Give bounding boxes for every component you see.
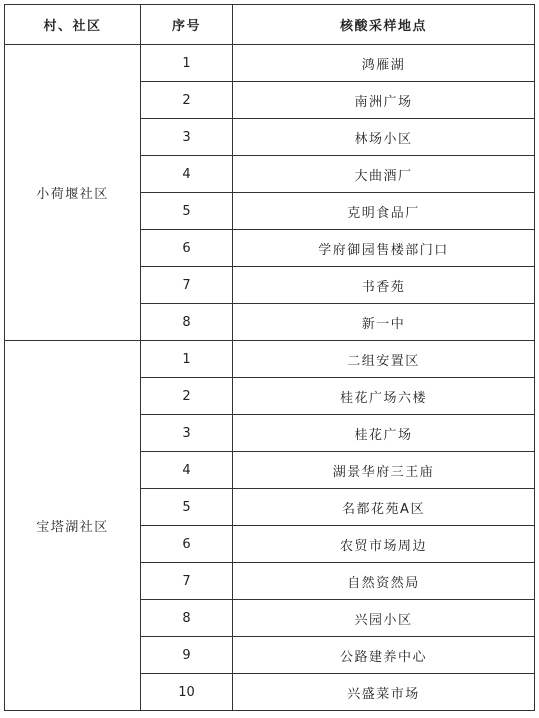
row-number: 8 [141,600,233,637]
site-name: 大曲酒厂 [233,156,535,193]
site-name: 新一中 [233,304,535,341]
site-name: 书香苑 [233,267,535,304]
site-name: 湖景华府三王庙 [233,452,535,489]
row-number: 5 [141,193,233,230]
site-name: 桂花广场六楼 [233,378,535,415]
site-name: 名都花苑A区 [233,489,535,526]
row-number: 6 [141,230,233,267]
site-name: 自然资然局 [233,563,535,600]
row-number: 7 [141,563,233,600]
site-name: 兴盛菜市场 [233,674,535,711]
row-number: 6 [141,526,233,563]
row-number: 3 [141,119,233,156]
sampling-sites-table [4,4,535,711]
site-name: 公路建养中心 [233,637,535,674]
row-number: 7 [141,267,233,304]
site-name: 兴园小区 [233,600,535,637]
row-number: 8 [141,304,233,341]
table-header-row [5,5,535,45]
row-number: 2 [141,82,233,119]
table-row [5,341,535,378]
header-community: 村、社区 [5,5,141,45]
row-number: 5 [141,489,233,526]
site-name: 林场小区 [233,119,535,156]
site-name: 克明食品厂 [233,193,535,230]
site-name: 学府御园售楼部门口 [233,230,535,267]
table-row [5,45,535,82]
header-site: 核酸采样地点 [233,5,535,45]
row-number: 10 [141,674,233,711]
row-number: 1 [141,341,233,378]
community-name: 宝塔湖社区 [5,341,141,711]
site-name: 南洲广场 [233,82,535,119]
row-number: 4 [141,452,233,489]
header-number: 序号 [141,5,233,45]
site-name: 桂花广场 [233,415,535,452]
community-name: 小荷堰社区 [5,45,141,341]
row-number: 2 [141,378,233,415]
row-number: 4 [141,156,233,193]
sampling-sites-table-wrapper [4,4,535,711]
row-number: 9 [141,637,233,674]
row-number: 1 [141,45,233,82]
site-name: 农贸市场周边 [233,526,535,563]
row-number: 3 [141,415,233,452]
site-name: 鸿雁湖 [233,45,535,82]
site-name: 二组安置区 [233,341,535,378]
